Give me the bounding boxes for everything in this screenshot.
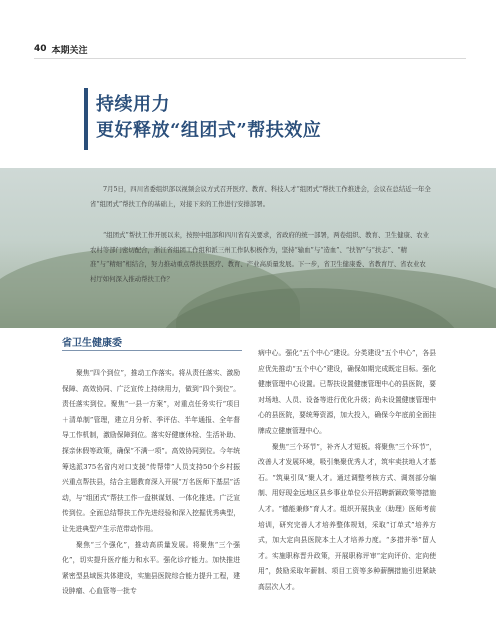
section-heading: 省卫生健康委 [62,338,122,349]
article-title-line-2: 更好释放“组团式”帮扶效应 [96,120,322,141]
section-divider [62,350,242,351]
page-header [34,42,88,56]
header-divider [34,58,466,59]
article-title-line-1: 持续用力 [96,94,170,115]
lead-paragraph-2: “组团式”帮扶工作开展以来，按照中组部和四川省有关要求，省政府的统一部署，两卷组织、教育、卫生健康、农业农村等部门密切配合，浙江省组团工作组和派三州工作队积极作为，坚持“输血”与“造血”、“扶智”与“扶志”、“精准”与“精细”相结合，努力推动重点帮扶县医疗、教育、产业高质量发展。下一步，省卫生健康委、省教育厅、省农业农村厅如何深入推动帮扶工作？ [90,231,430,283]
title-accent-bar [84,88,88,150]
body-paragraph: 病中心。强化“五个中心”建设。分类建设“五个中心”，各县应优先推动“五个中心”建设，确保如期完成既定目标。强化健康管理中心设置。已帮扶设置健康管理中心的县医院，要对场地、人员、设备等进行优化升级；尚未设置健康管理中心的县医院，要统筹资源，加大投入，确保今年底前全面挂牌成立健康管理中心。 [258,349,436,435]
body-paragraph: 聚焦“四个到位”，推动工作落实。将从责任落实、激励保障、高效协同、广泛宣传上持续用力，做到“四个到位”。责任落实到位。聚焦“一县一方案”，对重点任务实行“项目＋清单制”管理，建立月分析、季评估、半年通报、全年督导工作机制，激励保障到位。落实好健康休检、生活补助、探亲休假等政策，确保“不满一项”。高效协同到位。今年统筹选派375名省内对口支援“传帮带”人员支持50个乡村振兴重点帮扶县，结合主题教育深入开展“万名医师下基层”活动，与“组团式”帮扶工作一盘棋谋划、一体化推进。广泛宣传到位。全面总结帮扶工作先进经验和深入挖掘优秀典型，让先进典型产生示范带动作用。 [62,369,240,533]
column-name: 本期关注 [51,45,88,56]
body-column-right [258,346,436,626]
body-paragraph: 聚焦“三个强化”，推动高质量发展。将聚焦“三个强化”，切实提升医疗能力和水平。强化诊疗能力。加快推进紧密型县域医共体建设，实施县医院综合能力提升工程，建设肿瘤、心血管等一批专 [62,540,240,596]
lead-banner [0,168,496,328]
body-column-left [62,366,240,622]
lead-paragraph-1: 7月5日，四川省委组织部以视频会议方式召开医疗、教育、科技人才“组团式”帮扶工作推进会，会议在总结近一年全省“组团式”帮扶工作的基础上，对接下来的工作进行安排部署。 [90,185,431,208]
body-paragraph: 聚焦“三个环节”，补齐人才短板。将聚焦“三个环节”，改善人才发展环境，吸引集聚优秀人才，筑牢卖扶地人才基石。“筑巢引凤”聚人才。通过调整考核方式、调剂部分编制、用好现金远地区县乡事业单位公开招聘新颖政策等措施人才。“德能兼修”育人才。组织开展执业（助理）医师考前培训，研究完善人才培养整体规划，采取“订单式”培养方式，加大定向县医院本土人才培养力度。“多措并举”留人才。实施职称晋升政策，开展职称评审“定向评价、定向使用”，鼓励采取年薪制、项目工资等多种薪酬措施引进紧缺高层次人才。 [258,442,436,591]
page-number: 40 [34,44,47,54]
